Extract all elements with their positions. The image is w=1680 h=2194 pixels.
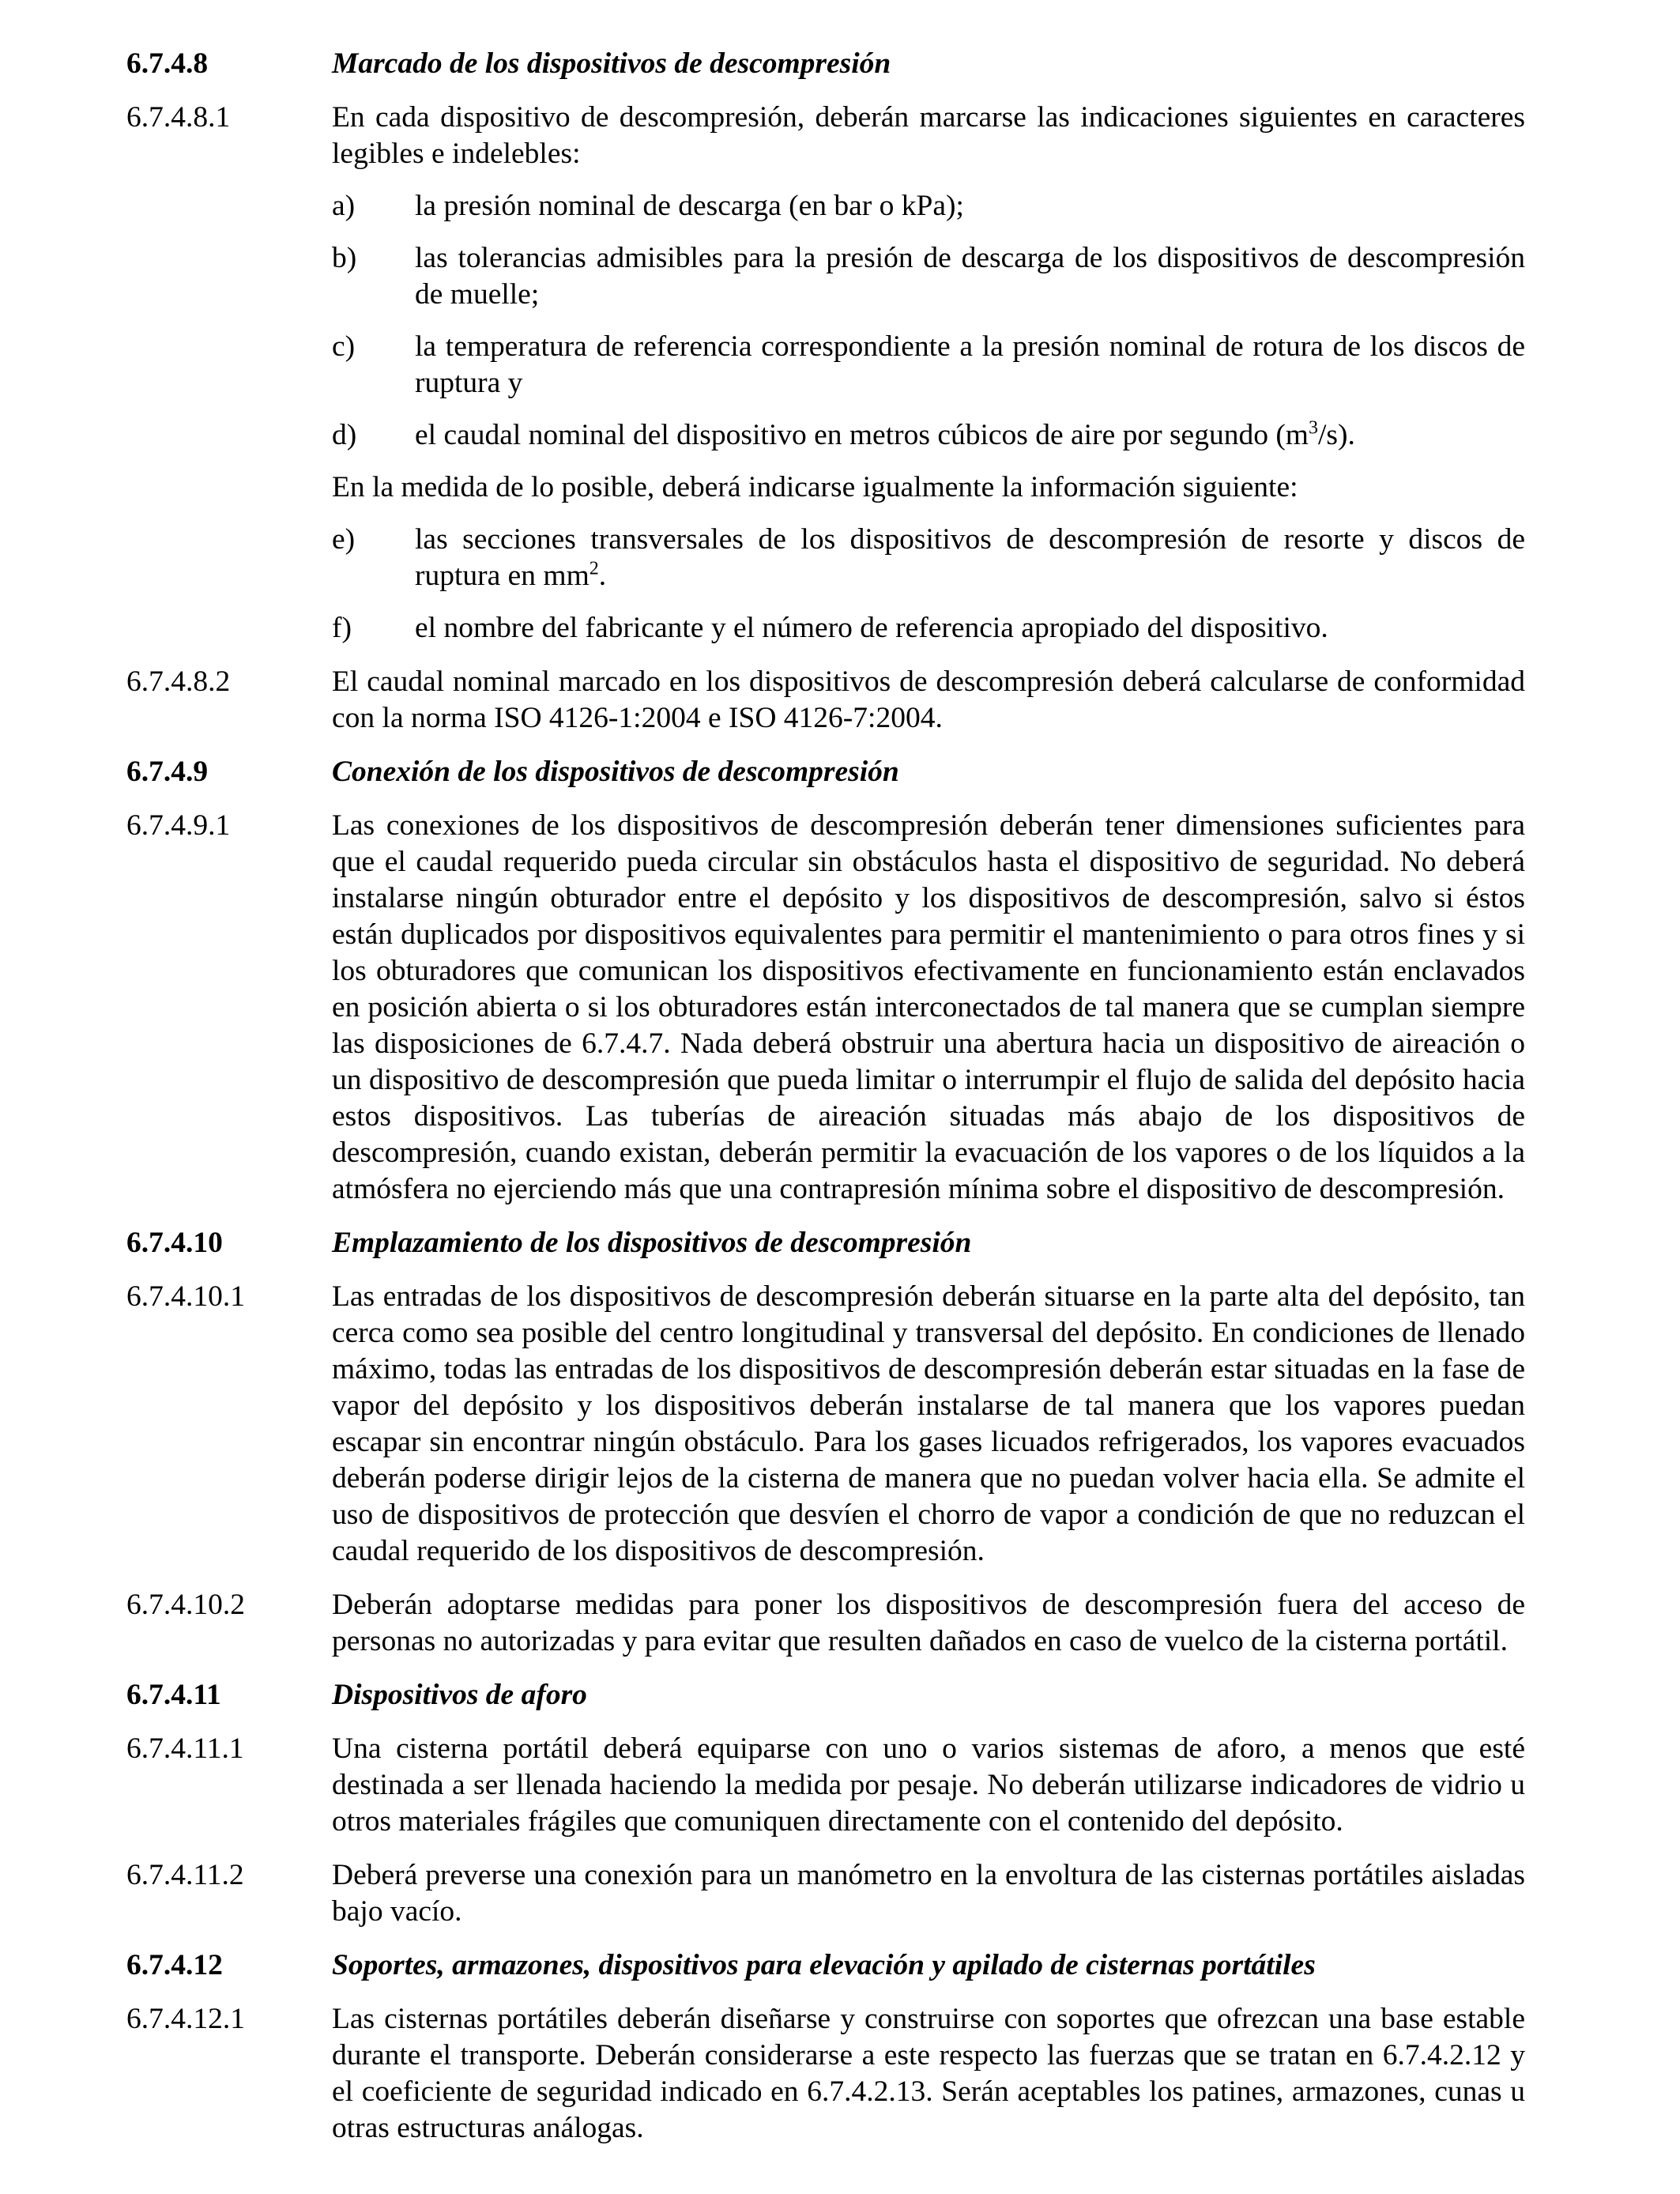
list-item bbox=[332, 522, 1525, 594]
paragraph-text: Las entradas de los dispositivos de descompresión deberán situarse en la parte alta del depósito, tan cerca como sea posible del centro longitudinal y transversal del depósito. En condiciones de llenado máximo, todas las entradas de los dispositivos de descompresión deberán estar situadas en la fase de vapor del depósito y los dispositivos deberán instalarse de tal manera que los vapores puedan escapar sin encontrar ningún obstáculo. Para los gases licuados refrigerados, los vapores evacuados deberán poderse dirigir lejos de la cisterna de manera que no puedan volver hacia ella. Se admite el uso de dispositivos de protección que desvíen el chorro de vapor a condición de que no reduzcan el caudal requerido de los dispositivos de descompresión. bbox=[332, 1280, 1525, 1567]
list-item bbox=[332, 417, 1525, 454]
section-title: Soportes, armazones, dispositivos para elevación y apilado de cisternas portátiles bbox=[332, 1949, 1316, 1981]
list-label: b) bbox=[332, 242, 357, 274]
paragraph-text: Deberá preverse una conexión para un manómetro en la envoltura de las cisternas portátiles aisladas bajo vacío. bbox=[332, 1859, 1525, 1928]
list-item bbox=[332, 610, 1525, 647]
paragraph-6-7-4-9-1 bbox=[126, 808, 1525, 1208]
paragraph-6-7-4-12-1 bbox=[126, 2001, 1525, 2147]
paragraph-6-7-4-11-1 bbox=[126, 1731, 1525, 1840]
list-text: la temperatura de referencia correspondiente a la presión nominal de rotura de los discos de ruptura y bbox=[415, 330, 1525, 399]
paragraph-6-7-4-10-1 bbox=[126, 1279, 1525, 1570]
list-text bbox=[415, 522, 1525, 594]
list-text bbox=[415, 417, 1525, 454]
list-text-part: /s). bbox=[1317, 419, 1355, 451]
list-label: f) bbox=[332, 612, 352, 644]
list-text: la presión nominal de descarga (en bar o kPa); bbox=[415, 190, 964, 222]
paragraph-number: 6.7.4.8.1 bbox=[126, 101, 231, 134]
list-label: e) bbox=[332, 523, 356, 556]
section-title: Dispositivos de aforo bbox=[332, 1679, 587, 1711]
paragraph-text: En cada dispositivo de descompresión, deberán marcarse las indicaciones siguientes en caracteres legibles e indelebles: bbox=[332, 101, 1525, 170]
list-text-part: las secciones transversales de los dispositivos de descompresión de resorte y discos de ruptura en mm bbox=[415, 523, 1525, 592]
section-number: 6.7.4.12 bbox=[126, 1949, 223, 1981]
paragraph-body bbox=[332, 100, 1525, 647]
list-label: d) bbox=[332, 419, 357, 451]
paragraph-text: Una cisterna portátil deberá equiparse con uno o varios sistemas de aforo, a menos que esté destinada a ser llenada haciendo la medida por pesaje. No deberán utilizarse indicadores de vidrio u otros materiales frágiles que comuniquen directamente con el contenido del depósito. bbox=[332, 1732, 1525, 1838]
section-heading-6-7-4-11 bbox=[126, 1677, 1525, 1713]
section-heading-6-7-4-8 bbox=[126, 46, 1525, 82]
paragraph-number: 6.7.4.10.2 bbox=[126, 1589, 245, 1621]
list-text-part: . bbox=[598, 560, 607, 592]
paragraph-number: 6.7.4.12.1 bbox=[126, 2003, 245, 2035]
section-title: Conexión de los dispositivos de descompresión bbox=[332, 756, 899, 788]
paragraph-6-7-4-11-2 bbox=[126, 1857, 1525, 1930]
section-heading-6-7-4-9 bbox=[126, 754, 1525, 790]
list-text-part: el caudal nominal del dispositivo en metros cúbicos de aire por segundo (m bbox=[415, 419, 1309, 451]
list-item bbox=[332, 188, 1525, 224]
paragraph-text: Deberán adoptarse medidas para poner los dispositivos de descompresión fuera del acceso de personas no autorizadas y para evitar que resulten dañados en caso de vuelco de la cisterna portátil. bbox=[332, 1589, 1525, 1657]
paragraph-text: El caudal nominal marcado en los dispositivos de descompresión deberá calcularse de conformidad con la norma ISO 4126-1:2004 e ISO 4126-7:2004. bbox=[332, 665, 1525, 734]
section-title: Emplazamiento de los dispositivos de descompresión bbox=[332, 1227, 972, 1259]
list-item bbox=[332, 329, 1525, 401]
section-heading-6-7-4-10 bbox=[126, 1225, 1525, 1261]
list-label: c) bbox=[332, 330, 356, 363]
superscript: 3 bbox=[1308, 417, 1318, 439]
paragraph-6-7-4-10-2 bbox=[126, 1587, 1525, 1660]
paragraph-number: 6.7.4.10.1 bbox=[126, 1280, 245, 1313]
paragraph-text: Las conexiones de los dispositivos de descompresión deberán tener dimensiones suficientes para que el caudal requerido pueda circular sin obstáculos hasta el dispositivo de seguridad. No deberá instalarse ningún obturador entre el depósito y los dispositivos de descompresión, salvo si éstos están duplicados por dispositivos equivalentes para permitir el mantenimiento o para otros fines y si los obturadores que comunican los dispositivos efectivamente en funcionamiento están enclavados en posición abierta o si los obturadores están interconectados de tal manera que se cumplan siempre las disposiciones de 6.7.4.7. Nada deberá obstruir una abertura hacia un dispositivo de aireación o un dispositivo de descompresión que pueda limitar o interrumpir el flujo de salida del depósito hacia estos dispositivos. Las tuberías de aireación situadas más abajo de los dispositivos de descompresión, cuando existan, deberán permitir la evacuación de los vapores o de los líquidos a la atmósfera no ejerciendo más que una contrapresión mínima sobre el dispositivo de descompresión. bbox=[332, 809, 1525, 1205]
section-heading-6-7-4-12 bbox=[126, 1947, 1525, 1984]
section-title: Marcado de los dispositivos de descompresión bbox=[332, 47, 891, 80]
list-text: el nombre del fabricante y el número de referencia apropiado del dispositivo. bbox=[415, 612, 1328, 644]
paragraph-number: 6.7.4.9.1 bbox=[126, 809, 231, 842]
section-number: 6.7.4.9 bbox=[126, 756, 209, 788]
document-page bbox=[126, 46, 1525, 2164]
list-item bbox=[332, 240, 1525, 313]
section-number: 6.7.4.8 bbox=[126, 47, 209, 80]
paragraph-number: 6.7.4.11.2 bbox=[126, 1859, 244, 1891]
superscript: 2 bbox=[589, 558, 599, 579]
list-label: a) bbox=[332, 190, 356, 222]
paragraph-text: Las cisternas portátiles deberán diseñarse y construirse con soportes que ofrezcan una base estable durante el transporte. Deberán considerarse a este respecto las fuerzas que se tratan en 6.7.4.2.12 y el coeficiente de seguridad indicado en 6.7.4.2.13. Serán aceptables los patines, armazones, cunas u otras estructuras análogas. bbox=[332, 2003, 1525, 2144]
paragraph-number: 6.7.4.11.1 bbox=[126, 1732, 244, 1765]
section-number: 6.7.4.10 bbox=[126, 1227, 223, 1259]
section-number: 6.7.4.11 bbox=[126, 1679, 221, 1711]
paragraph-number: 6.7.4.8.2 bbox=[126, 665, 231, 698]
paragraph-text: En la medida de lo posible, deberá indicarse igualmente la información siguiente: bbox=[332, 471, 1298, 503]
paragraph-6-7-4-8-1 bbox=[126, 100, 1525, 647]
list-text: las tolerancias admisibles para la presión de descarga de los dispositivos de descompresión de muelle; bbox=[415, 242, 1525, 311]
paragraph-6-7-4-8-2 bbox=[126, 664, 1525, 737]
